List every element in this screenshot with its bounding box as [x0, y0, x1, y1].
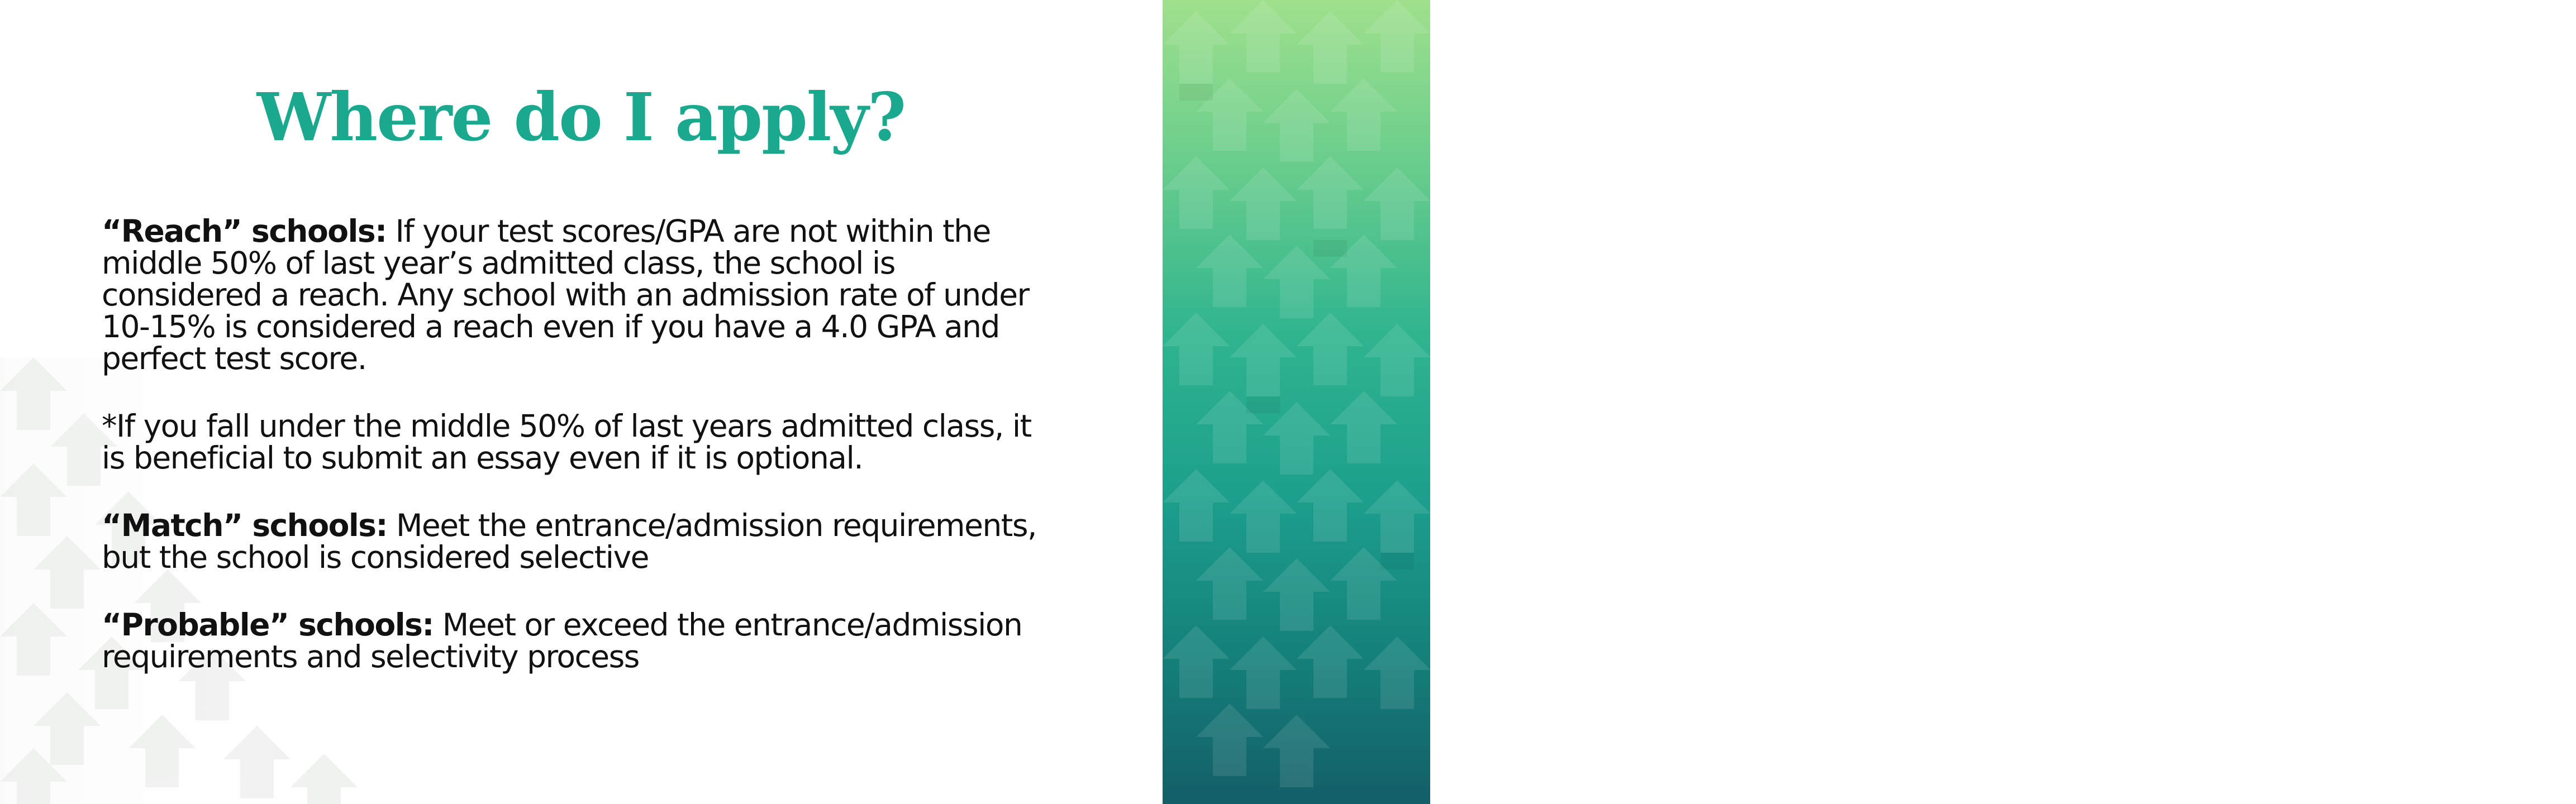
- probable-schools-text: Meet or exceed the entrance/admission requirements and selectivity process: [102, 607, 1022, 674]
- slide-title: Where do I apply?: [256, 78, 906, 156]
- match-schools-text: Meet the entrance/admission requirements, but the school is considered selective: [102, 508, 1037, 575]
- decorative-side-panel: [1163, 0, 2563, 804]
- essay-note-text: *If you fall under the middle 50% of last years admitted class, it is beneficial to submit an essay even if it is optional.: [102, 408, 1031, 476]
- paragraph-spacer: [102, 375, 1051, 410]
- paragraph-spacer: [102, 573, 1051, 609]
- match-schools-label: “Match” schools:: [102, 508, 387, 543]
- arrow-pattern-right-graphic: [1163, 0, 1430, 804]
- paragraph-spacer: [102, 474, 1051, 510]
- slide-body: [102, 213, 1051, 674]
- reach-schools-text: If your test scores/GPA are not within the middle 50% of last year’s admitted class, the school is considered a reach. Any school with an admission rate of under 10-15% is considered a reach even if you have a 4.0 GPA and perfect test score.: [102, 213, 1029, 376]
- page-number: 3: [2545, 750, 2563, 779]
- paragraph-reach-schools: [102, 213, 1051, 376]
- probable-schools-label: “Probable” schools:: [102, 607, 434, 643]
- paragraph-probable-schools: [102, 609, 1051, 673]
- reach-schools-label: “Reach” schools:: [102, 213, 387, 249]
- paragraph-match-schools: [102, 510, 1051, 573]
- paragraph-essay-note: [102, 410, 1051, 474]
